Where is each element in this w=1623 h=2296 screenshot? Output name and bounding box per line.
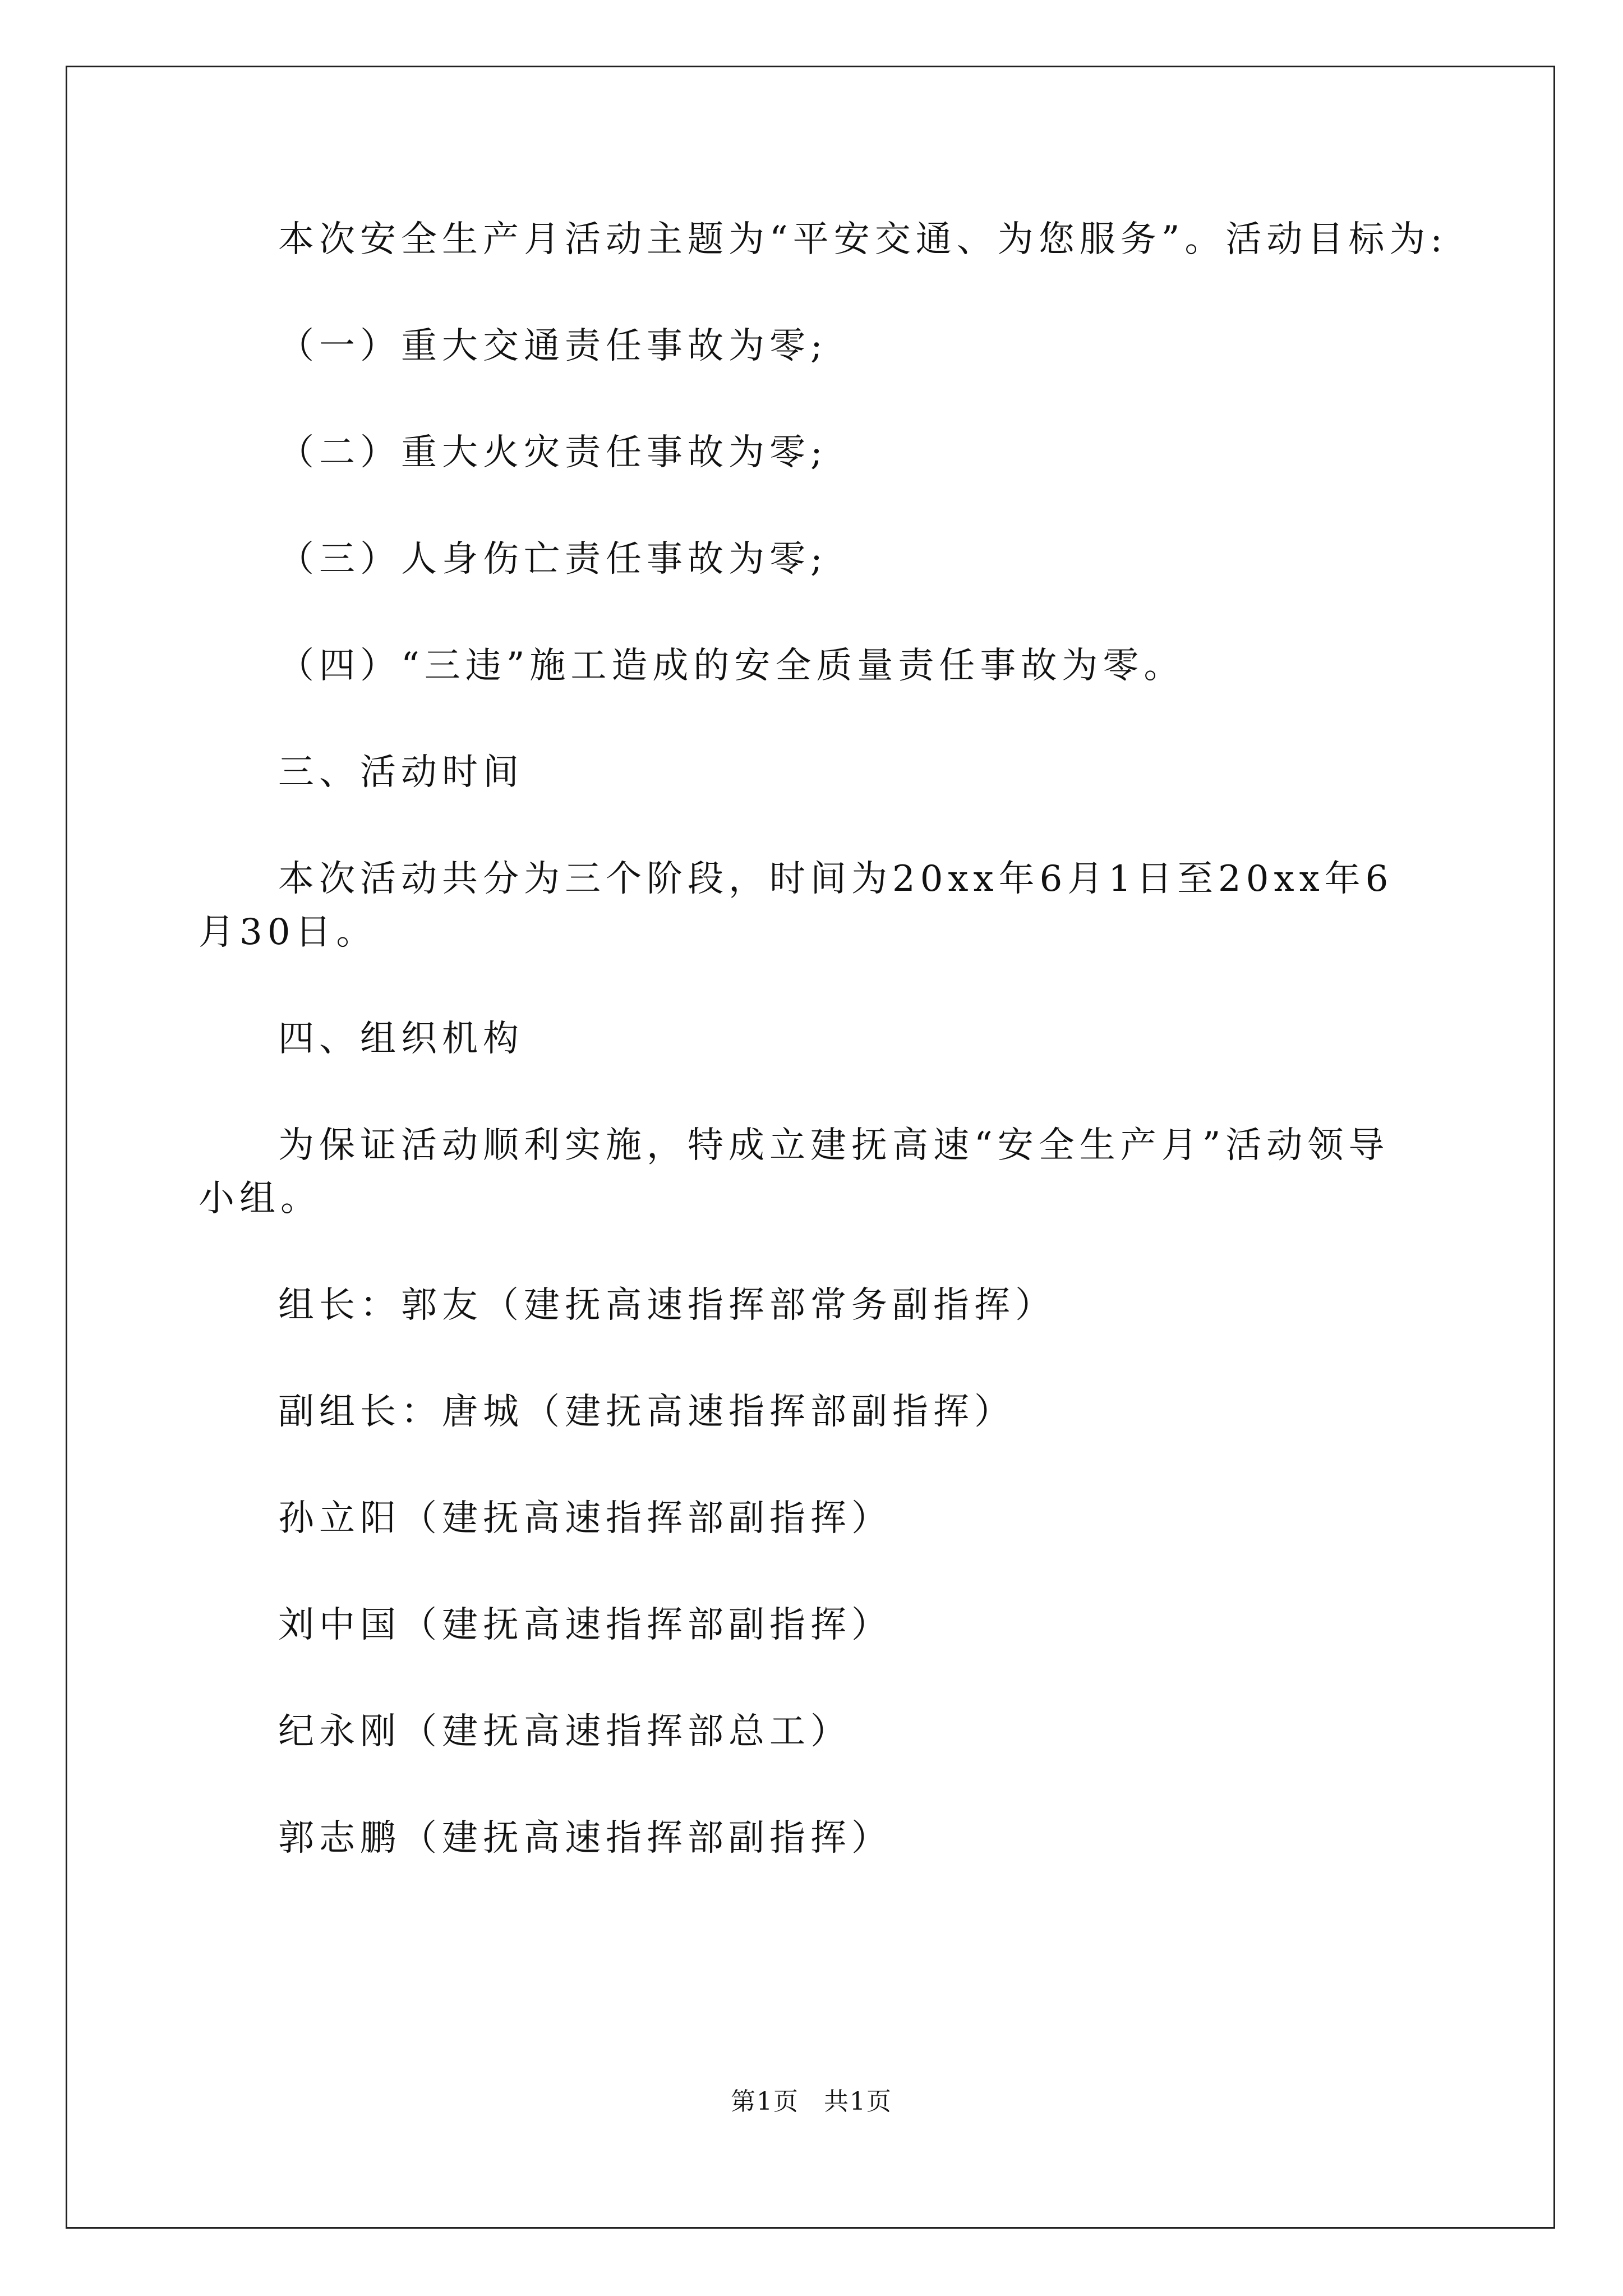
- paragraph-activity-theme: 本次安全生产月活动主题为“平安交通、为您服务”。活动目标为:: [278, 219, 1447, 260]
- paragraph-goal-1: （一）重大交通责任事故为零;: [278, 325, 828, 367]
- paragraph-goal-3: （三）人身伤亡责任事故为零;: [278, 539, 828, 580]
- member-liu-zhongguo: 刘中国（建抚高速指挥部副指挥）: [278, 1604, 892, 1646]
- paragraph-activity-time: 本次活动共分为三个阶段，时间为20xx年6月1日至20xx年6月30日。: [199, 858, 1394, 953]
- section-heading-organization: 四、组织机构: [278, 1018, 524, 1060]
- member-ji-yonggang: 纪永刚（建抚高速指挥部总工）: [278, 1711, 851, 1752]
- page-number-current: 第1页: [731, 2087, 799, 2116]
- document-body: [199, 213, 1447, 1918]
- member-deputy-leader: 副组长：唐城（建抚高速指挥部副指挥）: [278, 1391, 1015, 1433]
- paragraph-goal-4: （四）“三违”施工造成的安全质量责任事故为零。: [278, 645, 1185, 687]
- paragraph-organization: 为保证活动顺利实施，特成立建抚高速“安全生产月”活动领导小组。: [199, 1125, 1390, 1220]
- member-sun-liyang: 孙立阳（建抚高速指挥部副指挥）: [278, 1498, 892, 1539]
- member-guo-zhipeng: 郭志鹏（建抚高速指挥部副指挥）: [278, 1818, 892, 1859]
- page-footer: [0, 2081, 1623, 2117]
- paragraph-goal-2: （二）重大火灾责任事故为零;: [278, 432, 828, 473]
- page-number-total: 共1页: [824, 2087, 892, 2116]
- member-leader: 组长：郭友（建抚高速指挥部常务副指挥）: [278, 1285, 1056, 1326]
- section-heading-activity-time: 三、活动时间: [278, 752, 524, 793]
